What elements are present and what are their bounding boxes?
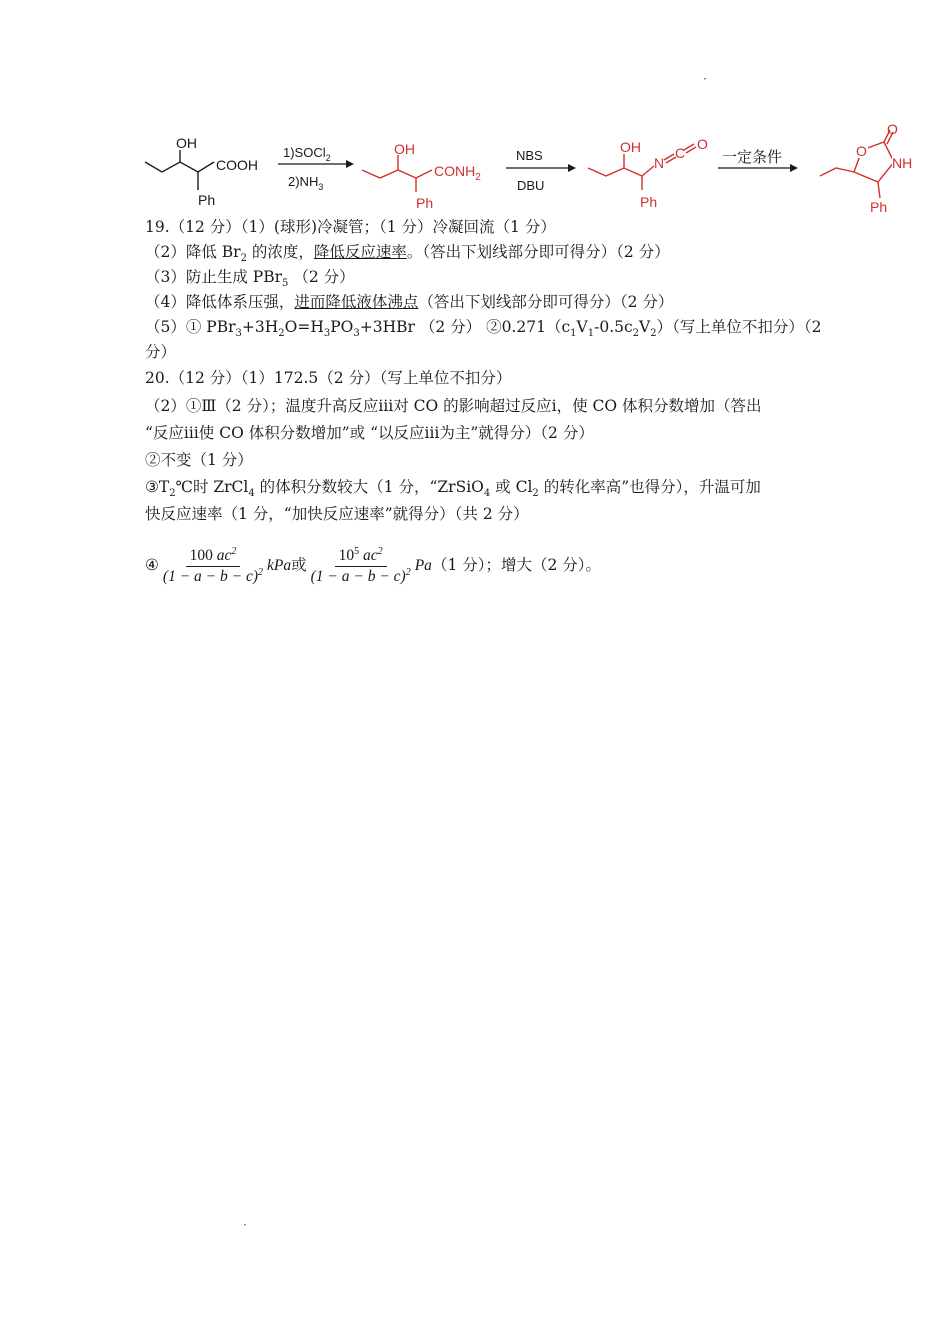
arrow-2-top-label: NBS (516, 148, 543, 163)
sm-ph-label: Ph (198, 192, 216, 208)
page-bottom-dot-mark: · (243, 1218, 247, 1232)
p1-conh2-label: $CONH_2$ (434, 163, 481, 183)
p2-o-label: O (697, 136, 708, 152)
q19-line-5: （5）① $PBr_3+3H_2O=H_3PO_3+3HBr$ （2 分） $②0.271(c_1V_1-0.5c_2V_2)$（写上单位不扣分）（2 (145, 318, 822, 340)
p1-ph-label: Ph (416, 195, 434, 211)
q20-line-2: （2）①Ⅲ（2 分）；温度升高反应ⅲ对 CO 的影响超过反应ⅰ，使 CO 体积分数增加（答出 (145, 397, 762, 415)
arrow-3-top-label: 一定条件 (722, 149, 783, 166)
arrow-1-top-label: 1)SOCl$_2$ (283, 145, 331, 163)
arrow-2-bottom-label: DBU (517, 178, 545, 193)
q20-line-4: ②不变（1 分） (145, 451, 253, 469)
q19-line-2: （2）降低 $Br_2$ 的浓度，降低反应速率。（答出下划线部分即可得分）（2 分） (145, 243, 670, 265)
q20-line-5: $③T_2℃$时 ZrCl$_4$ 的体积分数较大（1 分，“ZrSiO$_4$ 或 $Cl_2$ 的转化率高”也得分），升温可加 (145, 478, 761, 500)
starting-material (145, 150, 214, 190)
unit-pa: Pa (414, 557, 432, 574)
q19-underlined-key: 降低反应速率 (313, 243, 407, 261)
q19-line-4: （4）降低体系压强，进而降低液体沸点（答出下划线部分即可得分）（2 分） (145, 293, 674, 311)
amide-product (362, 155, 432, 192)
p2-n-label: N (654, 155, 665, 171)
q19-line-1: 19.（12 分）（1）(球形)冷凝管；（1 分）冷凝回流（1 分） (145, 218, 556, 236)
answer-q19 (145, 215, 825, 365)
unit-kpa: kPa (267, 557, 292, 574)
q20-line-1: 20.（12 分）（1）172.5（2 分）（写上单位不扣分） (145, 369, 512, 387)
sm-oh-label: OH (176, 135, 197, 151)
q20-line-3: “反应ⅲ使 CO 体积分数增加”或 “以反应ⅲ为主”就得分）（2 分） (145, 424, 594, 442)
p3-nh-label: NH (892, 155, 913, 171)
q19-line-3: （3）防止生成 PBr$_5$ （2 分） (145, 268, 355, 290)
q19-underlined-key-2: 进而降低液体沸点 (294, 293, 419, 311)
q20-line-7-formula: ④ $\frac{100 ac^2}{(1 - a - b - c)^2}$ kPa或 $\frac{10^5 ac^2}{(1 - a - b - c)^2}$ Pa（1 分）；增大（2 分）。 (145, 545, 602, 585)
p2-oh-label: OH (620, 139, 641, 155)
fraction-pa: $\frac{10^5 ac^2}{(1 - a - b - c)^2}$ (310, 545, 411, 585)
sm-cooh-label: COOH (216, 157, 258, 173)
answer-q20 (145, 366, 825, 590)
reaction-scheme (140, 112, 930, 224)
q20-line-6: 快反应速率（1 分，“加快反应速率”就得分）（共 2 分） (145, 505, 529, 523)
p3-ph-label: Ph (870, 199, 888, 215)
q19-line-6: 分） (145, 343, 177, 361)
p2-c-label: C (675, 145, 686, 161)
p2-ph-label: Ph (640, 194, 658, 210)
arrow-1-bottom-label: $2)NH_3$ (288, 174, 324, 192)
fraction-kpa: $\frac{100 ac^2}{(1 - a - b - c)^2}$ (162, 545, 263, 585)
oxazolidinone-product (820, 130, 894, 198)
p3-ring-o-label: O (856, 143, 867, 159)
circled-four: ④ (145, 556, 159, 574)
page-dot-mark: · (703, 72, 707, 86)
p1-oh-label: OH (394, 141, 415, 157)
p3-carbonyl-o-label: O (887, 121, 898, 137)
